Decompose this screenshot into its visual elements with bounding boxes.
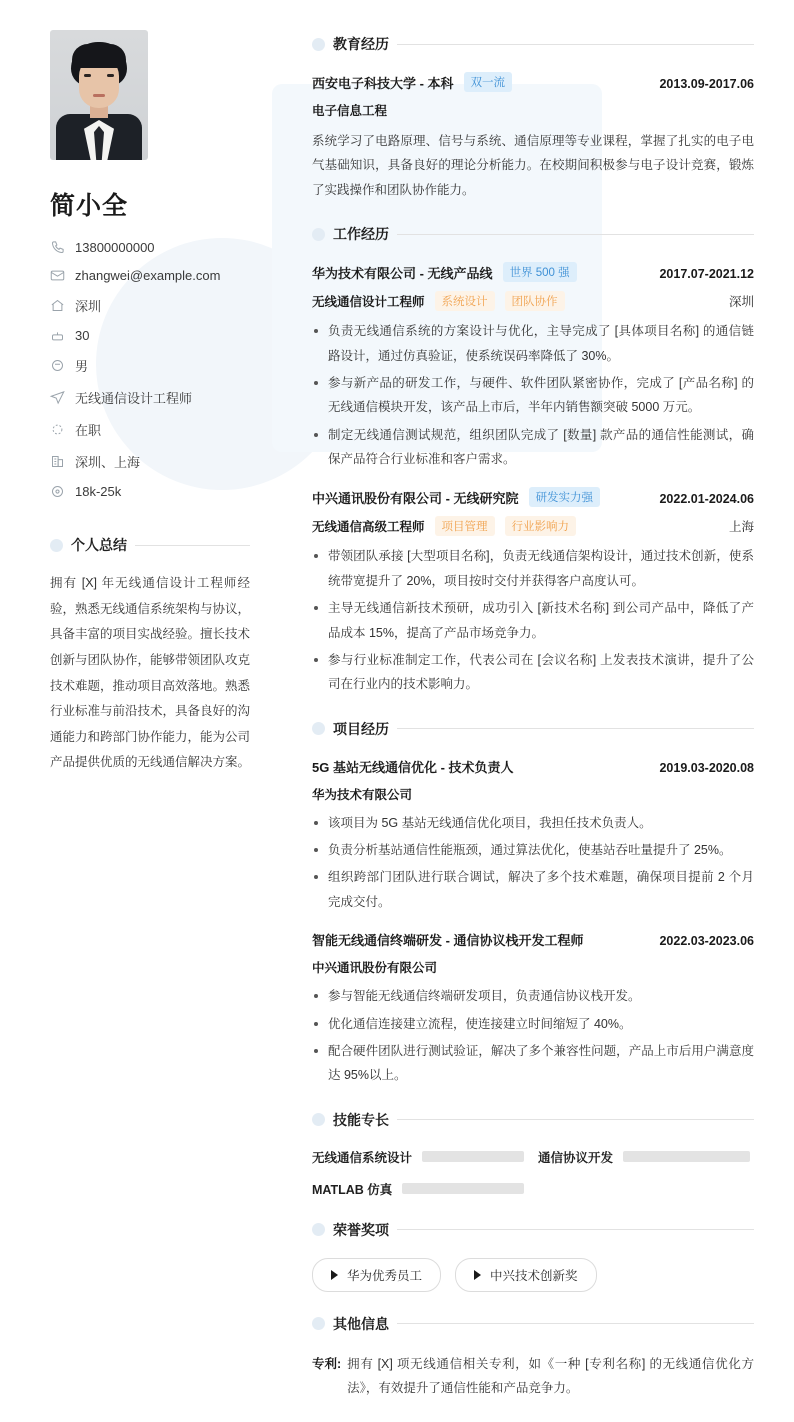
main-content <box>300 0 794 1422</box>
list-item: 负责分析基站通信性能瓶颈，通过算法优化，使基站吞吐量提升了 25%。 <box>312 838 754 862</box>
building-icon <box>50 454 65 469</box>
contact-item-salary <box>50 484 300 499</box>
company-name: 华为技术有限公司 - 无线产品线 <box>312 265 493 281</box>
bullet-dot-icon <box>312 1317 325 1330</box>
job-title: 无线通信高级工程师 <box>312 520 425 535</box>
section-title: 项目经历 <box>333 720 389 737</box>
list-item: 参与智能无线通信终端研发项目，负责通信协议栈开发。 <box>312 984 754 1008</box>
list-item: 该项目为 5G 基站无线通信优化项目，我担任技术负责人。 <box>312 811 754 835</box>
list-item: 主导无线通信新技术预研，成功引入 [新技术名称] 到公司产品中，降低了产品成本 15%，提高了产品市场竞争力。 <box>312 596 754 645</box>
contact-item-position <box>50 388 300 407</box>
list-item: 配合硬件团队进行测试验证，解决了多个兼容性问题，产品上市后用户满意度达 95%以上。 <box>312 1039 754 1088</box>
education-section <box>312 34 754 202</box>
profile-photo <box>50 30 148 160</box>
skill-tag: 项目管理 <box>435 516 495 536</box>
projects-heading <box>312 719 754 739</box>
list-item: 参与新产品的研发工作，与硬件、软件团队紧密协作，完成了 [产品名称] 的无线通信模块开发，该产品上市后，半年内销售额突破 5000 万元。 <box>312 371 754 420</box>
responsibility-list <box>312 319 754 471</box>
bullet-dot-icon <box>312 38 325 51</box>
coin-icon <box>50 484 65 499</box>
award-label: 中兴技术创新奖 <box>490 1268 578 1283</box>
company-badge: 世界 500 强 <box>503 262 577 282</box>
company-name: 中兴通讯股份有限公司 - 无线研究院 <box>312 490 519 506</box>
phone-icon <box>50 240 65 255</box>
other-label: 专利: <box>312 1356 342 1371</box>
projects-section <box>312 719 754 1088</box>
envelope-icon <box>50 268 65 283</box>
entry-header <box>312 487 754 507</box>
contact-item-phone <box>50 240 300 255</box>
skill-tag: 行业影响力 <box>505 516 577 536</box>
other-item <box>312 1352 754 1401</box>
skill-progress-bar <box>422 1151 524 1162</box>
divider <box>397 728 754 729</box>
education-description: 系统学习了电路原理、信号与系统、通信原理等专业课程，掌握了扎实的电子电气基础知识，具备良好的理论分析能力。在校期间积极参与电子设计竞赛，锻炼了实践操作和团队协作能力。 <box>312 134 754 197</box>
divider <box>397 1229 754 1230</box>
awards-section <box>312 1220 754 1292</box>
work-entry <box>312 487 754 696</box>
contact-value: 在职 <box>75 423 102 438</box>
project-entry <box>312 757 754 915</box>
section-title: 其他信息 <box>333 1315 389 1332</box>
home-icon <box>50 298 65 313</box>
bullet-dot-icon <box>312 228 325 241</box>
summary-heading <box>50 535 250 555</box>
contact-item-age <box>50 328 300 343</box>
other-heading <box>312 1314 754 1334</box>
divider <box>397 234 754 235</box>
cake-icon <box>50 328 65 343</box>
date-range: 2019.03-2020.08 <box>659 760 754 775</box>
date-range: 2022.03-2023.06 <box>659 934 754 949</box>
work-heading <box>312 224 754 244</box>
skill-item <box>312 1180 524 1198</box>
contact-item-status <box>50 420 300 439</box>
project-company: 中兴通讯股份有限公司 <box>312 961 438 976</box>
contact-item-work-city <box>50 452 300 471</box>
skills-section <box>312 1110 754 1198</box>
award-label: 华为优秀员工 <box>347 1268 423 1283</box>
skills-list <box>312 1148 754 1198</box>
entry-subheader <box>312 291 754 311</box>
project-detail-list <box>312 984 754 1088</box>
list-item: 优化通信连接建立流程，使连接建立时间缩短了 40%。 <box>312 1012 754 1036</box>
divider <box>397 44 754 45</box>
project-detail-list <box>312 811 754 915</box>
award-chip[interactable] <box>455 1258 597 1292</box>
skill-item <box>312 1148 524 1166</box>
list-item: 带领团队承接 [大型项目名称]，负责无线通信架构设计，通过技术创新，使系统带宽提升了 20%，项目按时交付并获得客户高度认可。 <box>312 544 754 593</box>
skill-name: 无线通信系统设计 <box>312 1150 413 1165</box>
contact-value: zhangwei@example.com <box>75 268 221 283</box>
list-item: 负责无线通信系统的方案设计与优化，主导完成了 [具体项目名称] 的通信链路设计，通过仿真验证，使系统误码率降低了 30%。 <box>312 319 754 368</box>
list-item: 制定无线通信测试规范，组织团队完成了 [数量] 款产品的通信性能测试，确保产品符合行业标准和客户需求。 <box>312 423 754 472</box>
date-range: 2022.01-2024.06 <box>659 491 754 506</box>
skills-heading <box>312 1110 754 1130</box>
bullet-dot-icon <box>312 722 325 735</box>
contact-value: 18k-25k <box>75 484 122 499</box>
skill-name: 通信协议开发 <box>538 1150 614 1165</box>
major: 电子信息工程 <box>312 104 388 118</box>
job-title: 无线通信设计工程师 <box>312 295 425 310</box>
summary-text: 拥有 [X] 年无线通信设计工程师经验，熟悉无线通信系统架构与协议，具备丰富的项目实战经验。擅长技术创新与团队协作，能够带领团队攻克技术难题，推动项目高效落地。熟悉行业标准与前沿技术，具备良好的沟通能力和跨部门协作能力，能为公司产品提供优质的无线通信解决方案。 <box>50 576 251 770</box>
responsibility-list <box>312 544 754 696</box>
play-triangle-icon <box>331 1270 338 1280</box>
other-section <box>312 1314 754 1401</box>
company-badge: 研发实力强 <box>529 487 601 507</box>
bullet-dot-icon <box>50 539 63 552</box>
skill-progress-bar <box>402 1183 524 1194</box>
date-range: 2013.09-2017.06 <box>659 76 754 91</box>
other-value: 拥有 [X] 项无线通信相关专利，如《一种 [专利名称] 的无线通信优化方法》，有效提升了通信性能和产品竞争力。 <box>347 1356 754 1395</box>
education-entry <box>312 72 754 202</box>
divider <box>397 1323 754 1324</box>
section-title: 技能专长 <box>333 1111 389 1128</box>
contact-item-email <box>50 268 300 283</box>
skill-name: MATLAB 仿真 <box>312 1182 393 1197</box>
contact-item-gender <box>50 356 300 375</box>
skill-progress-bar <box>623 1151 750 1162</box>
awards-heading <box>312 1220 754 1240</box>
status-icon <box>50 422 65 437</box>
project-name: 智能无线通信终端研发 - 通信协议栈开发工程师 <box>312 933 584 949</box>
contact-list <box>50 240 300 499</box>
bullet-dot-icon <box>312 1223 325 1236</box>
education-heading <box>312 34 754 54</box>
contact-item-city <box>50 296 300 315</box>
paper-plane-icon <box>50 390 65 405</box>
section-title: 工作经历 <box>333 226 389 243</box>
school-name: 西安电子科技大学 - 本科 <box>312 75 454 91</box>
bullet-dot-icon <box>312 1113 325 1126</box>
status-badge: 双一流 <box>464 72 513 92</box>
list-item: 参与行业标准制定工作，代表公司在 [会议名称] 上发表技术演讲，提升了公司在行业内的技术影响力。 <box>312 648 754 697</box>
work-entry <box>312 262 754 471</box>
entry-header <box>312 930 754 949</box>
section-title: 教育经历 <box>333 36 389 52</box>
awards-list <box>312 1258 754 1292</box>
section-title: 荣誉奖项 <box>333 1221 389 1238</box>
summary-section <box>50 535 300 776</box>
project-company: 华为技术有限公司 <box>312 787 413 802</box>
entry-header <box>312 72 754 92</box>
skill-tag: 团队协作 <box>505 291 565 311</box>
entry-subheader <box>312 516 754 536</box>
entry-header <box>312 262 754 282</box>
entry-header <box>312 757 754 776</box>
date-range: 2017.07-2021.12 <box>659 266 754 281</box>
gender-icon <box>50 358 65 373</box>
award-chip[interactable] <box>312 1258 441 1292</box>
section-title: 个人总结 <box>71 537 127 553</box>
play-triangle-icon <box>474 1270 481 1280</box>
skill-item <box>538 1148 750 1166</box>
project-entry <box>312 930 754 1088</box>
skill-tag: 系统设计 <box>435 291 495 311</box>
job-location: 深圳 <box>728 295 754 310</box>
list-item: 组织跨部门团队进行联合调试，解决了多个技术难题，确保项目提前 2 个月完成交付。 <box>312 865 754 914</box>
contact-value: 深圳 <box>75 299 102 314</box>
divider <box>135 545 250 546</box>
divider <box>397 1119 754 1120</box>
sidebar <box>0 0 300 1422</box>
project-name: 5G 基站无线通信优化 - 技术负责人 <box>312 759 514 775</box>
contact-value: 13800000000 <box>75 240 155 255</box>
contact-value: 无线通信设计工程师 <box>75 391 193 406</box>
work-section <box>312 224 754 697</box>
contact-value: 30 <box>75 328 90 343</box>
page-title: 简小全 <box>50 192 129 220</box>
contact-value: 深圳、上海 <box>75 455 141 470</box>
job-location: 上海 <box>728 520 754 535</box>
contact-value: 男 <box>75 359 89 374</box>
